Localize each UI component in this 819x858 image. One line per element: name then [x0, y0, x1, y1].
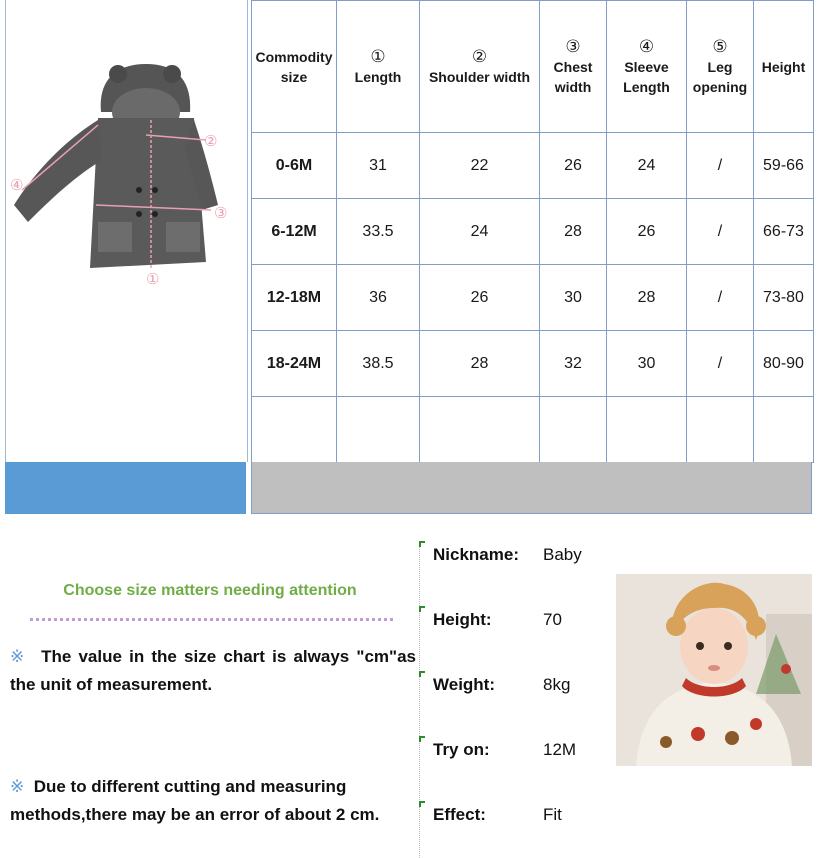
cell-shoulder: 24	[420, 199, 540, 265]
table-row	[252, 133, 814, 199]
cell-length: 36	[337, 265, 420, 331]
table-row	[252, 265, 814, 331]
header-leg-opening: ⑤ Leg opening	[687, 1, 754, 133]
header-shoulder-width: ② Shoulder width	[420, 1, 540, 133]
corner-tick-icon	[419, 606, 425, 612]
cell-height: 80-90	[754, 331, 814, 397]
corner-tick-icon	[419, 801, 425, 807]
vertical-divider	[419, 545, 420, 858]
cell-size: 0-6M	[252, 133, 337, 199]
cell-empty	[337, 397, 420, 463]
size-chart-table	[251, 0, 814, 463]
corner-tick-icon	[419, 736, 425, 742]
note-unit	[10, 643, 416, 699]
reference-mark-icon: ※	[10, 777, 25, 796]
cell-shoulder: 26	[420, 265, 540, 331]
cell-length: 38.5	[337, 331, 420, 397]
cell-shoulder: 28	[420, 331, 540, 397]
table-header-row	[252, 1, 814, 133]
cell-length: 33.5	[337, 199, 420, 265]
cell-empty	[420, 397, 540, 463]
marker-4: ④	[10, 176, 24, 194]
header-height: Height	[754, 1, 814, 133]
cell-chest: 26	[540, 133, 607, 199]
cell-empty	[540, 397, 607, 463]
cell-size: 6-12M	[252, 199, 337, 265]
header-chest-width: ③ Chest width	[540, 1, 607, 133]
cell-empty	[754, 397, 814, 463]
corner-tick-icon	[419, 671, 425, 677]
gray-footer-bar	[251, 462, 812, 514]
cell-chest: 28	[540, 199, 607, 265]
garment-diagram-panel	[5, 0, 248, 462]
cell-height: 59-66	[754, 133, 814, 199]
cell-leg: /	[687, 133, 754, 199]
marker-3: ③	[214, 204, 228, 222]
cell-empty	[607, 397, 687, 463]
cell-height: 73-80	[754, 265, 814, 331]
cell-sleeve: 24	[607, 133, 687, 199]
cell-sleeve: 28	[607, 265, 687, 331]
cell-size: 18-24M	[252, 331, 337, 397]
header-commodity-size: Commodity size	[252, 1, 337, 133]
cell-sleeve: 30	[607, 331, 687, 397]
note-error-text: Due to different cutting and measuring methods,there may be an error of about 2 cm.	[10, 777, 380, 824]
table-row	[252, 199, 814, 265]
marker-1: ①	[146, 270, 160, 288]
cell-chest: 30	[540, 265, 607, 331]
cell-leg: /	[687, 199, 754, 265]
blue-footer-bar	[5, 462, 246, 514]
cell-chest: 32	[540, 331, 607, 397]
cell-length: 31	[337, 133, 420, 199]
cell-height: 66-73	[754, 199, 814, 265]
table-row	[252, 331, 814, 397]
reference-mark-icon: ※	[10, 647, 27, 666]
cell-empty	[687, 397, 754, 463]
model-child-photo	[616, 574, 812, 766]
cell-leg: /	[687, 265, 754, 331]
cell-empty	[252, 397, 337, 463]
notes-title: Choose size matters needing attention	[63, 582, 357, 599]
cell-size: 12-18M	[252, 265, 337, 331]
header-sleeve-length: ④ Sleeve Length	[607, 1, 687, 133]
table-row-empty	[252, 397, 814, 463]
marker-2: ②	[204, 132, 218, 150]
hooded-cardigan-diagram	[6, 0, 247, 462]
corner-tick-icon	[419, 541, 425, 547]
dotted-separator	[30, 618, 393, 621]
cell-shoulder: 22	[420, 133, 540, 199]
header-length: ① Length	[337, 1, 420, 133]
cell-leg: /	[687, 331, 754, 397]
cell-sleeve: 26	[607, 199, 687, 265]
note-error	[10, 773, 416, 829]
note-unit-text: The value in the size chart is always "cm"as the unit of measurement.	[10, 647, 416, 694]
